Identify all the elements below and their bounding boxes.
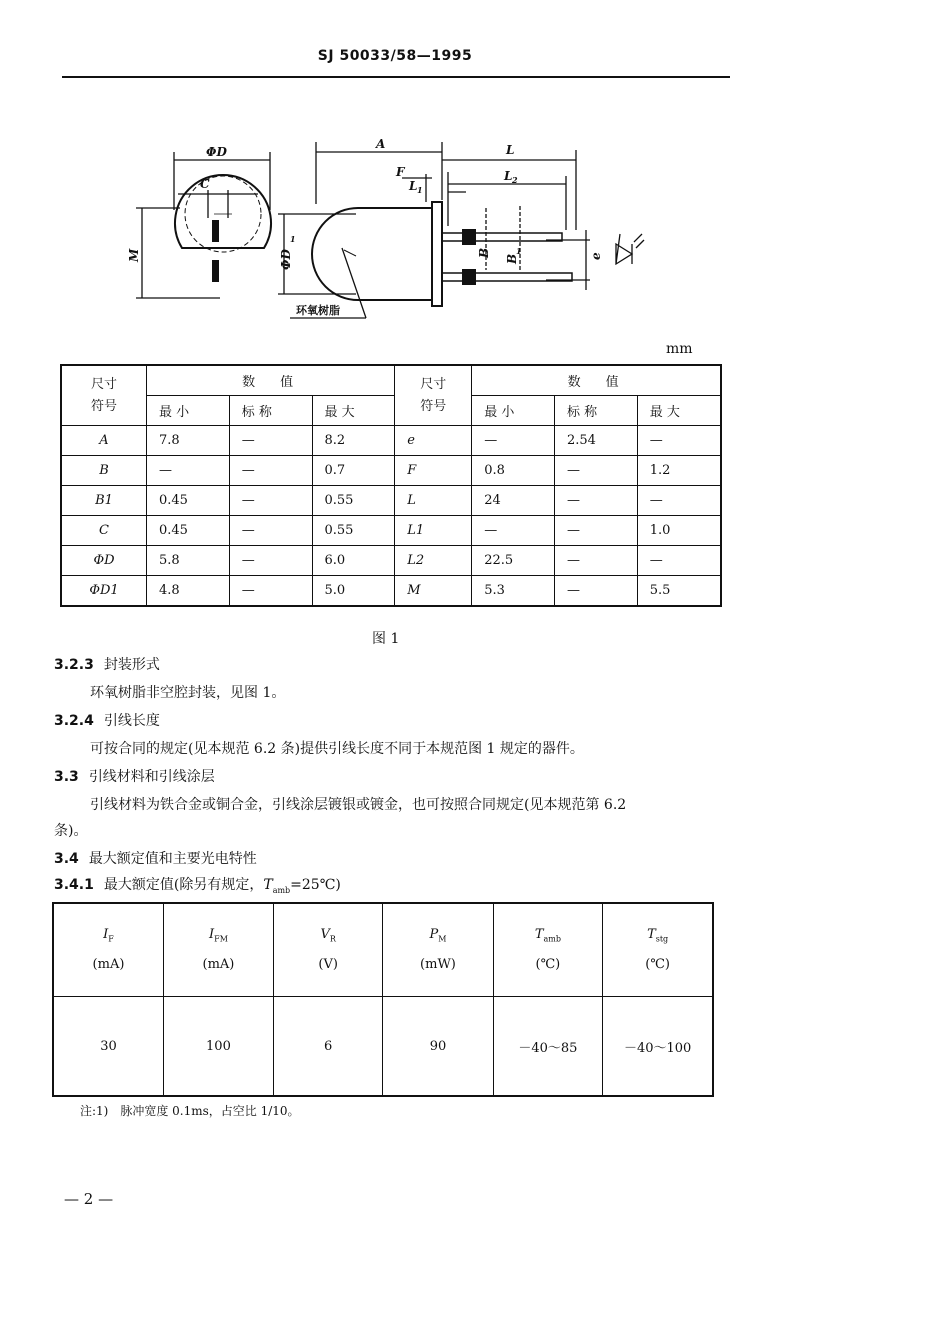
front-view-body [175,175,271,248]
header-rule [62,76,730,78]
header-min: 最 小 [472,396,555,426]
table-row: A 7.8 — 8.2 e — 2.54 — [61,426,721,456]
rating-header: $I_{FM}$ (mA) [163,903,273,997]
label-f: F [396,165,405,179]
section-body: 引线材料为铁合金或铜合金，引线涂层镀银或镀金，也可按照合同规定(见本规范第 6.2 [90,797,627,813]
diode-symbol [616,234,632,264]
side-view-flange [432,202,442,306]
section-body: 环氧树脂非空腔封装，见图 1。 [90,685,286,701]
label-b1-sub: 1 [516,246,522,256]
label-phi-d1-sub: 1 [290,234,296,244]
label-e: e [589,252,603,260]
document-header: SJ 50033/58—1995 [317,48,473,64]
figure-caption: 图 1 [372,631,400,647]
header-max: 最 大 [312,396,395,426]
label-c: C [200,177,210,191]
rating-header: $V_R$ (V) [273,903,382,997]
front-lead-bottom [212,260,219,282]
header-symbol-right: 尺寸 符号 [395,365,472,426]
rating-value: 90 [383,997,493,1097]
footnote: 注:1) 脉冲宽度 0.1ms，占空比 1/10。 [80,1104,300,1118]
label-a: A [376,137,386,151]
rating-value: 30 [53,997,163,1097]
section-heading: 3.2.3 封装形式 [54,657,160,673]
table-row: C 0.45 — 0.55 L1 — — 1.0 [61,516,721,546]
header-min: 最 小 [147,396,230,426]
rating-header: $T_{stg}$ (℃) [603,903,713,997]
rating-value: －40～100 [603,997,713,1097]
section-heading: 3.4 最大额定值和主要光电特性 [54,851,257,867]
rating-value: －40～85 [493,997,603,1097]
header-symbol-left: 尺寸 符号 [61,365,147,426]
rating-header: $I_F$ (mA) [53,903,163,997]
label-m: M [127,248,141,262]
label-l1: L [409,179,418,193]
header-max: 最 大 [637,396,721,426]
label-b: B [477,247,491,258]
section-body: 可按合同的规定(见本规范 6.2 条)提供引线长度不同于本规范图 1 规定的器件。 [90,741,584,757]
table-row: ΦD 5.8 — 6.0 L2 22.5 — — [61,546,721,576]
table-row: B — — 0.7 F 0.8 — 1.2 [61,456,721,486]
rating-header: $T_{amb}$ (℃) [493,903,603,997]
section-heading: 3.3 引线材料和引线涂层 [54,769,215,785]
label-b1: B [505,253,519,264]
table-row: B1 0.45 — 0.55 L 24 — — [61,486,721,516]
section-body: 条)。 [54,823,88,839]
resin-chip [344,250,356,256]
label-l2-sub: 2 [512,175,518,185]
max-rating-table [52,902,714,1097]
rating-header: $P_M$ (mW) [383,903,493,997]
header-nom: 标 称 [555,396,638,426]
section-heading: 3.2.4 引线长度 [54,713,160,729]
led-outline-drawing [120,130,660,330]
rating-value: 6 [273,997,382,1097]
label-l2: L [504,169,513,183]
unit-label: mm [666,341,693,357]
lead-upper [442,233,562,241]
header-nom: 标 称 [229,396,312,426]
label-l: L [506,143,515,157]
label-phi-d1: ΦD [279,249,293,270]
front-lead-top [212,220,219,242]
label-l1-sub: 1 [417,185,423,195]
label-resin: 环氧树脂 [296,304,340,317]
label-phi-d: ΦD [206,145,227,159]
header-value-left: 数 值 [147,365,395,396]
table-row: ΦD1 4.8 — 5.0 M 5.3 — 5.5 [61,576,721,607]
dimension-table [60,364,722,607]
side-view-lens [312,208,432,300]
rating-value: 100 [163,997,273,1097]
header-value-right: 数 值 [472,365,721,396]
section-heading: 3.4.1 最大额定值(除另有规定，$T_{amb}=25℃$) [54,877,341,895]
page-number: — 2 — [64,1190,114,1208]
